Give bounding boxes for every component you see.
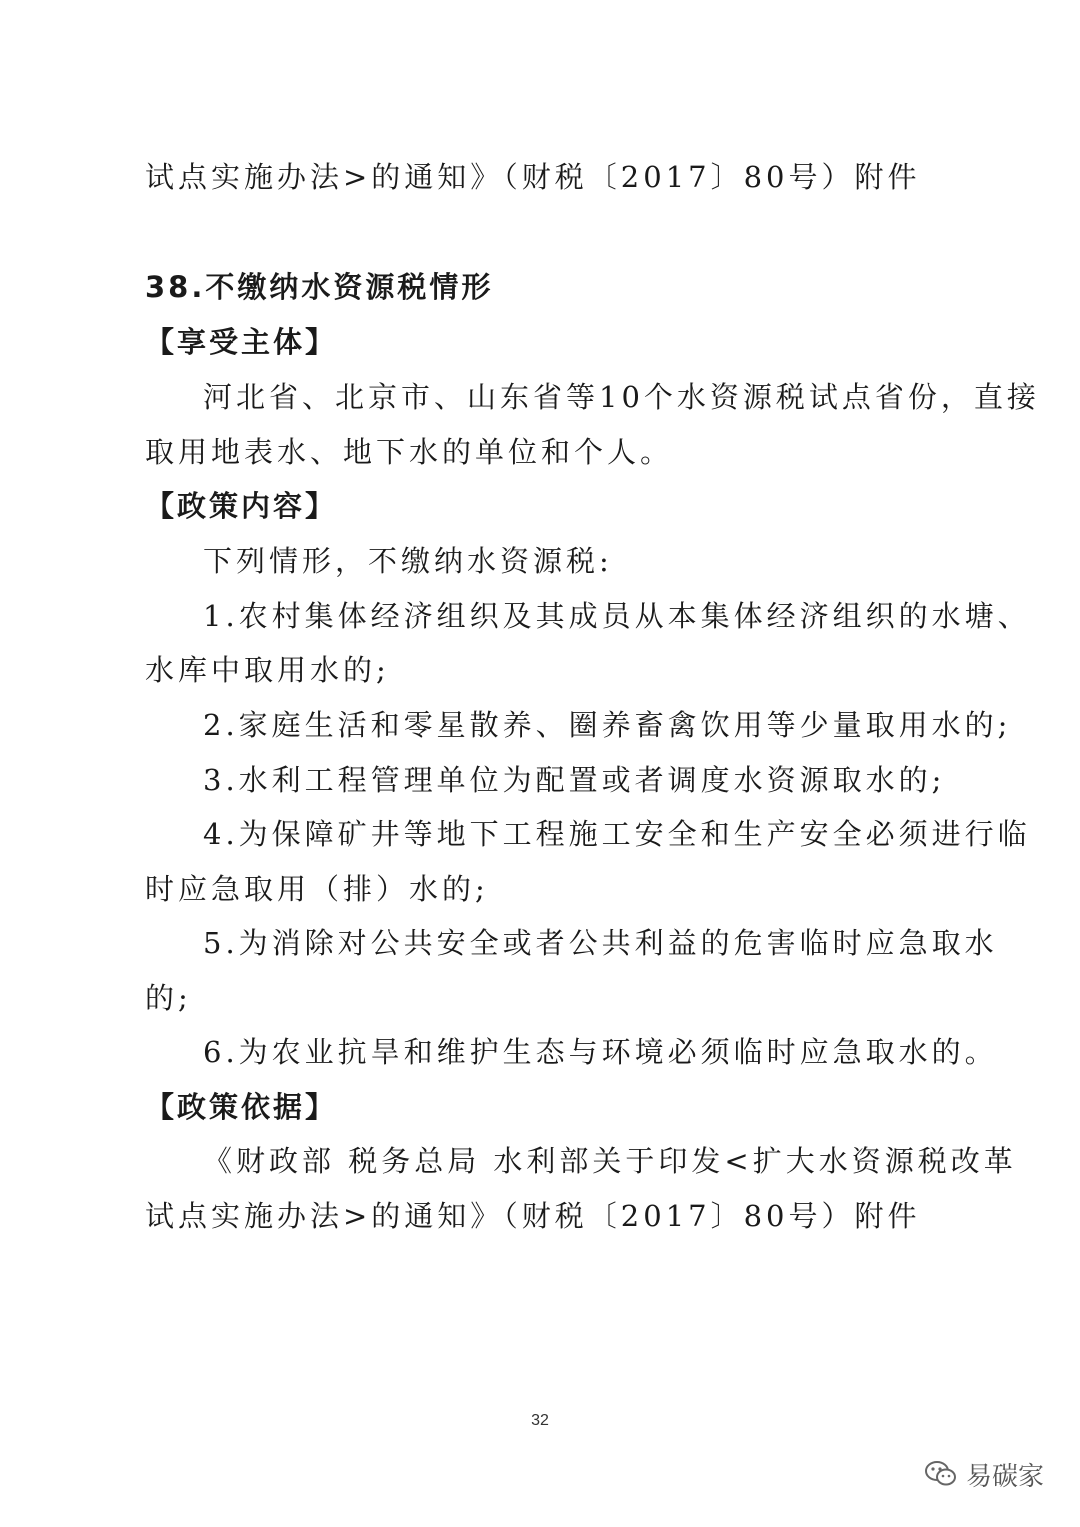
paragraph-line: 取用地表水、地下水的单位和个人。 (145, 435, 674, 469)
heading-policy-content: 【政策内容】 (145, 489, 338, 523)
continued-citation-line: 试点实施办法>的通知》（财税〔2017〕80号）附件 (145, 160, 921, 194)
paragraph-line: 河北省、北京市、山东省等10个水资源税试点省份，直接 (203, 380, 1040, 414)
list-item-line: 5.为消除对公共安全或者公共利益的危害临时应急取水 (203, 926, 998, 960)
watermark (924, 1454, 1044, 1494)
list-item-line: 4.为保障矿井等地下工程施工安全和生产安全必须进行临 (203, 817, 1031, 851)
wechat-icon (924, 1459, 958, 1489)
list-item-line: 1.农村集体经济组织及其成员从本集体经济组织的水塘、 (203, 599, 1031, 633)
list-item-line: 2.家庭生活和零星散养、圈养畜禽饮用等少量取用水的; (203, 708, 1012, 742)
list-item-line: 6.为农业抗旱和维护生态与环境必须临时应急取水的。 (203, 1035, 998, 1069)
page-number: 32 (531, 1412, 549, 1429)
paragraph-line: 下列情形，不缴纳水资源税: (203, 544, 613, 578)
list-item-line: 的; (145, 981, 192, 1015)
citation-line: 试点实施办法>的通知》（财税〔2017〕80号）附件 (145, 1199, 921, 1233)
citation-line: 《财政部 税务总局 水利部关于印发<扩大水资源税改革 (203, 1144, 1017, 1178)
heading-beneficiary: 【享受主体】 (145, 325, 338, 359)
list-item-line: 3.水利工程管理单位为配置或者调度水资源取水的; (203, 763, 946, 797)
heading-policy-basis: 【政策依据】 (145, 1090, 338, 1124)
section-title: 38.不缴纳水资源税情形 (145, 270, 494, 304)
watermark-text: 易碳家 (965, 1461, 1044, 1492)
list-item-line: 水库中取用水的; (145, 653, 390, 687)
list-item-line: 时应急取用（排）水的; (145, 872, 489, 906)
